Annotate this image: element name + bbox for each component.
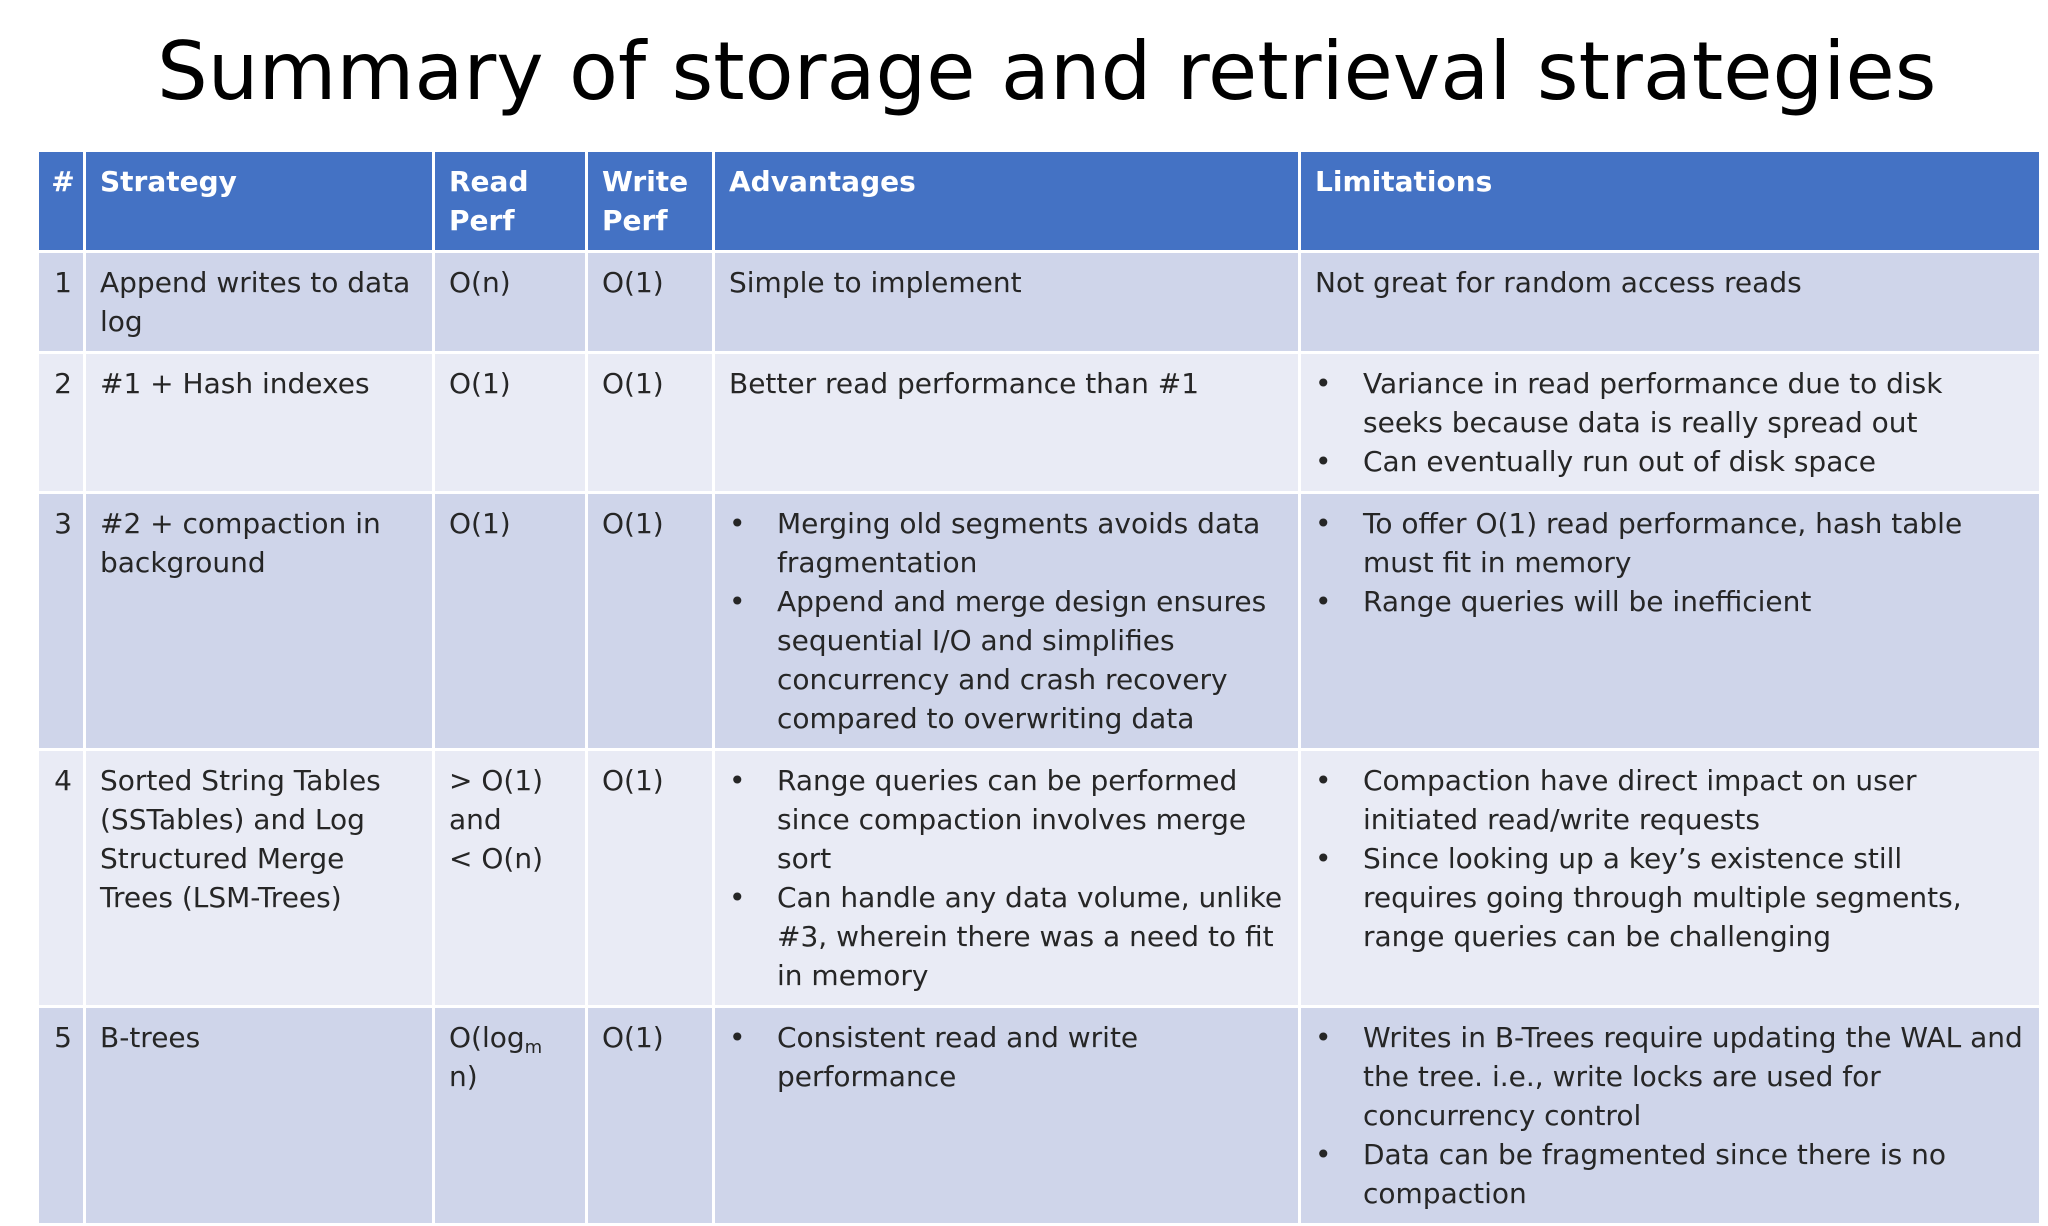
row-number: 2 [38,353,85,493]
strategy-cell: B-trees [85,1007,434,1225]
limitation-item: • Compaction have direct impact on user initiated read/write requests [1315,761,2025,839]
table-row [38,1007,2041,1225]
advantage-list [729,1018,1284,1096]
read-perf-line: O(1) [449,507,511,540]
limitation-list [1315,1018,2025,1213]
read-perf-main: O(log [449,1021,525,1054]
limitation-item: • To offer O(1) read performance, hash table must fit in memory [1315,504,2025,582]
limitations-cell [1300,1007,2041,1225]
read-perf-tail: n) [449,1060,478,1093]
limitation-item: • Data can be fragmented since there is no compaction [1315,1135,2025,1213]
summary-table [36,149,2042,1226]
advantage-item: • Append and merge design ensures sequential I/O and simplifies concurrency and crash recovery compared to overwriting data [729,582,1284,738]
table-row [38,252,2041,353]
read-perf-line: < O(n) [449,842,543,875]
strategy-cell: #2 + compaction in background [85,493,434,750]
advantages-cell [714,750,1300,1007]
strategy-cell: #1 + Hash indexes [85,353,434,493]
limitation-item: • Can eventually run out of disk space [1315,442,2025,481]
table-row [38,750,2041,1007]
limitation-list [1315,364,2025,481]
limitation-list [1315,761,2025,956]
limitation-item: • Since looking up a key’s existence still requires going through multiple segments, range queries can be challenging [1315,839,2025,956]
limitation-text: Not great for random access reads [1315,266,1802,299]
limitation-list [1315,504,2025,621]
row-number: 1 [38,252,85,353]
read-perf-cell [434,750,587,1007]
advantage-item: • Can handle any data volume, unlike #3, wherein there was a need to fit in memory [729,878,1284,995]
write-perf-cell: O(1) [587,1007,714,1225]
header-write-perf: Write Perf [587,151,714,252]
header-read-perf: Read Perf [434,151,587,252]
limitations-cell [1300,750,2041,1007]
advantage-item: • Consistent read and write performance [729,1018,1284,1096]
read-perf-line: O(1) [449,367,511,400]
row-number: 5 [38,1007,85,1225]
header-limitations: Limitations [1300,151,2041,252]
read-perf-line: > O(1) [449,764,544,797]
advantage-text: Better read performance than #1 [729,367,1200,400]
advantages-cell [714,353,1300,493]
table-row [38,353,2041,493]
advantage-text: Simple to implement [729,266,1022,299]
advantages-cell [714,252,1300,353]
header-advantages: Advantages [714,151,1300,252]
advantage-list [729,761,1284,995]
advantages-cell [714,493,1300,750]
read-perf-line: O(n) [449,266,511,299]
strategy-cell: Append writes to data log [85,252,434,353]
strategy-cell: Sorted String Tables (SSTables) and Log Structured Merge Trees (LSM-Trees) [85,750,434,1007]
write-perf-cell: O(1) [587,353,714,493]
read-perf-cell [434,353,587,493]
advantages-cell [714,1007,1300,1225]
read-perf-line: and [449,803,502,836]
limitations-cell [1300,252,2041,353]
limitations-cell [1300,353,2041,493]
slide-title: Summary of storage and retrieval strategies [157,25,1937,118]
advantage-item: • Merging old segments avoids data fragmentation [729,504,1284,582]
limitation-item: • Writes in B-Trees require updating the WAL and the tree. i.e., write locks are used for concurrency control [1315,1018,2025,1135]
table-row [38,493,2041,750]
advantage-item: • Range queries can be performed since compaction involves merge sort [729,761,1284,878]
read-perf-cell [434,493,587,750]
table-header-row [38,151,2041,252]
write-perf-cell: O(1) [587,493,714,750]
row-number: 4 [38,750,85,1007]
header-strategy: Strategy [85,151,434,252]
limitation-item: • Variance in read performance due to disk seeks because data is really spread out [1315,364,2025,442]
header-num: # [38,151,85,252]
write-perf-cell: O(1) [587,750,714,1007]
limitation-item: • Range queries will be inefficient [1315,582,2025,621]
limitations-cell [1300,493,2041,750]
write-perf-cell: O(1) [587,252,714,353]
advantage-list [729,504,1284,738]
read-perf-cell [434,1007,587,1225]
row-number: 3 [38,493,85,750]
read-perf-cell [434,252,587,353]
read-perf-subscript: m [524,1037,543,1058]
